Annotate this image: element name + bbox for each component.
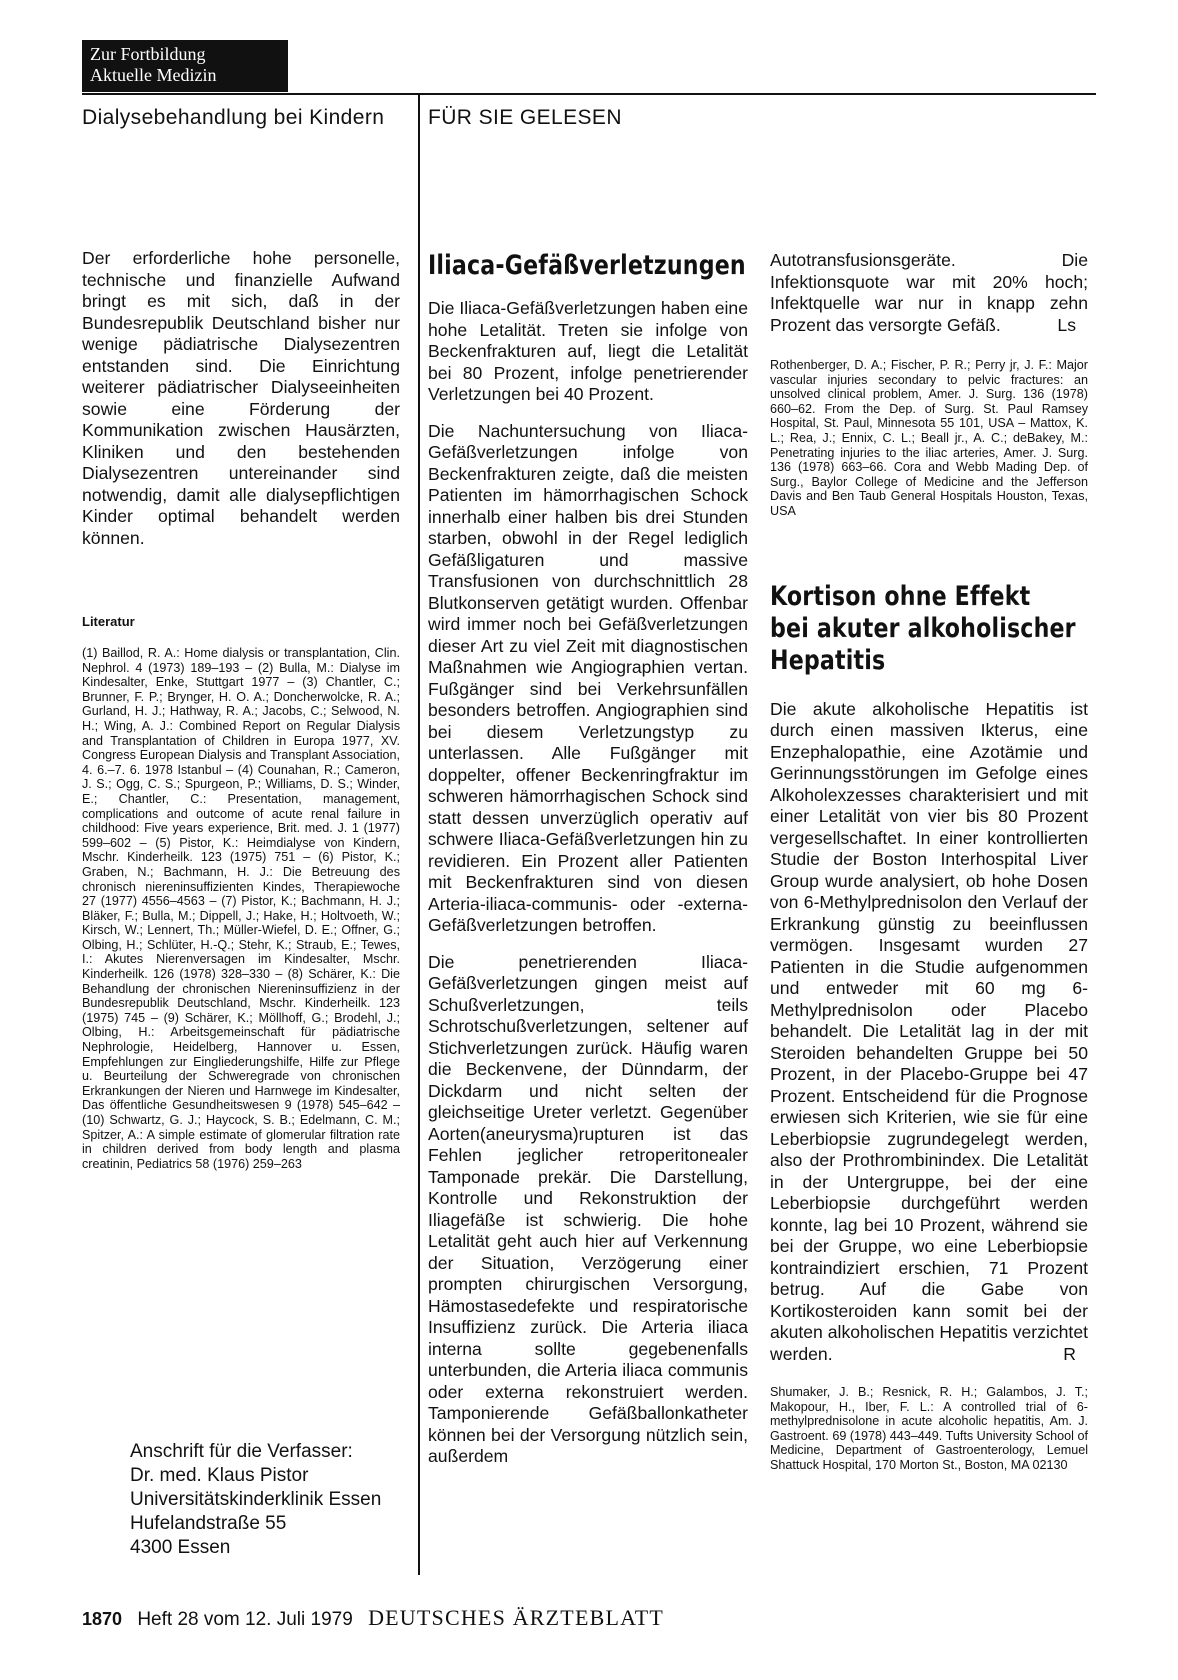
article-iliaca-paragraph-2: Die Nachuntersuchung von Iliaca-Gefäßverletzungen infolge von Beckenfrakturen zeigte, daß die meisten Patienten im hämorrhagischen Schock innerhalb einer halben bis drei Stunden starben, obwohl in der Regel lediglich Gefäßligaturen und massive Transfusionen von durchschnittlich 28 Blutkonserven getätigt wurden. Offenbar wird immer noch bei Gefäßverletzungen dieser Art zu viel Zeit mit diagnostischen Maßnahmen wie Angiographien vertan. Fußgänger sind bei Verkehrsunfällen besonders betroffen. Angiographien sind bei diesem Verletzungstyp zu unterlassen. Alle Fußgänger mit doppelter, offener Beckenringfraktur im schweren hämorrhagischen Schock sind statt dessen unverzüglich operativ auf schwere Iliaca-Gefäßverletzungen hin zu revidieren. Ein Prozent aller Patienten mit Beckenfrakturen sind von diesen Arteria-iliaca-communis- oder -externa-Gefäßverletzungen betroffen.	[428, 420, 748, 935]
article-iliaca-paragraph-1: Die Iliaca-Gefäßverletzungen haben eine hohe Letalität. Treten sie infolge von Beckenfrakturen auf, liegt die Letalität bei 80 Prozent, infolge penetrierender Verletzungen bei 40 Prozent.	[428, 298, 748, 404]
address-heading: Anschrift für die Verfasser:	[130, 1441, 353, 1462]
article-kortison-title-line2: bei akuter alkoholischer	[770, 612, 1076, 644]
left-section-title: Dialysebehandlung bei Kindern	[82, 106, 385, 129]
article-kortison-paragraph	[770, 699, 1088, 1366]
left-column	[82, 248, 400, 549]
section-label-line1: Zur Fortbildung	[90, 44, 206, 64]
section-label-line2: Aktuelle Medizin	[90, 65, 217, 85]
article-kortison-title	[770, 581, 1088, 677]
literatur-heading: Literatur	[82, 614, 135, 629]
literatur-list	[82, 646, 400, 1171]
column-divider	[418, 95, 420, 1575]
article-iliaca-continuation	[770, 250, 1088, 336]
intro-paragraph: Der erforderliche hohe personelle, technische und finanzielle Aufwand bringt es mit sich, daß in der Bundesrepublik Deutschland bisher nur wenige pädiatrische Dialysezentren entstanden sind. Die Einrichtung weiterer pädiatrischer Dialyseeinheiten sowie eine Förderung der Kommunikation zwischen Hausärzten, Kliniken und den bestehenden Dialysezentren untereinander sind notwendig, damit alle dialysepflichtigen Kinder optimal behandelt werden können.	[82, 248, 400, 548]
article-iliaca-continuation-text: Autotransfusionsgeräte. Die Infektionsquote war mit 20% hoch; Infektquelle war nur in knapp zehn Prozent das versorgte Gefäß.	[770, 250, 1088, 335]
section-label	[82, 40, 288, 92]
issue-info: Heft 28 vom 12. Juli 1979	[137, 1609, 353, 1630]
right-section-title: FÜR SIE GELESEN	[428, 106, 622, 129]
article-kortison-text: Die akute alkoholische Hepatitis ist durch einen massiven Ikterus, eine Enzephalopathie, eine Azotämie und Gerinnungsstörungen im Gefolge eines Alkoholexzesses charakterisiert und mit einer Letalität von vier bis 80 Prozent vergesellschaftet. In einer kontrollierten Studie der Boston Interhospital Liver Group wurde analysiert, ob hohe Dosen von 6-Methylprednisolon den Verlauf der Erkrankung günstig zu beeinflussen vermögen. Insgesamt wurden 27 Patienten in die Studie aufgenommen und entweder mit 60 mg 6-Methylprednisolon oder Placebo behandelt. Die Letalität lag in der mit Steroiden behandelten Gruppe bei 50 Prozent, in der Placebo-Gruppe bei 47 Prozent. Entscheidend für die Prognose erwiesen sich Kriterien, wie sie für eine Leberbiopsie zugrundegelegt werden, also der Prothrombinindex. Die Letalität in der Untergruppe, bei der eine Leberbiopsie durchgeführt werden konnte, lag bei 10 Prozent, während sie bei der Gruppe, wo eine Leberbiopsie kontraindiziert erschien, 71 Prozent betrug. Auf die Gabe von Kortikosteroiden kann somit bei der akuten alkoholischen Hepatitis verzichtet werden.	[770, 698, 1088, 1364]
article-kortison-signature: R	[1063, 1343, 1076, 1364]
address-institution: Universitätskinderklinik Essen	[130, 1489, 382, 1510]
address-street: Hufelandstraße 55	[130, 1513, 287, 1534]
article-kortison-title-line3: Hepatitis	[770, 644, 886, 676]
right-column	[770, 250, 1088, 1473]
address-city: 4300 Essen	[130, 1537, 231, 1558]
article-kortison-reference: Shumaker, J. B.; Resnick, R. H.; Galambos, J. T.; Makopour, H., Iber, F. L.: A controlled trial of 6-methylprednisolone in acute alcoholic hepatitis, Am. J. Gastroent. 69 (1978) 443–449. Tufts University School of Medicine, Department of Gastroenterology, Lemuel Shattuck Hospital, 170 Morton St., Boston, MA 02130	[770, 1385, 1088, 1472]
article-kortison-title-line1: Kortison ohne Effekt	[770, 580, 1031, 612]
article-iliaca-reference: Rothenberger, D. A.; Fischer, P. R.; Perry jr, J. F.: Major vascular injuries secondary to pelvic fractures: an unsolved clinical problem, Amer. J. Surg. 136 (1978) 660–62. From the Dep. of Surg. St. Paul Ramsey Hospital, St. Paul, Minnesota 55 101, USA – Mattox, K. L.; Rea, J.; Ennix, C. L.; Beall jr., A. C.; deBakey, M.: Penetrating injuries to the iliac arteries, Amer. J. Surg. 136 (1978) 663–66. Cora and Webb Mading Dep. of Surg., Baylor College of Medicine and the Jefferson Davis and Ben Taub General Hospitals Houston, Texas, USA	[770, 358, 1088, 518]
article-iliaca-title: Iliaca-Gefäßverletzungen	[428, 250, 746, 281]
page-number: 1870	[82, 1609, 123, 1629]
literatur-text: (1) Baillod, R. A.: Home dialysis or transplantation, Clin. Nephrol. 4 (1973) 189–193 – (2) Bulla, M.: Dialyse im Kindesalter, Enke, Stuttgart 1977 – (3) Chantler, C.; Brunner, F. P.; Brynger, H. O. A.; Doncherwolcke, R. A.; Gurland, H. J.; Hathway, R. A.; Jacobs, C.; Selwood, N. H.; Wing, A. J.: Combined Report on Regular Dialysis and Transplantation of Children in Europa 1977, XV. Congress European Dialysis and Transplant Association, 4. 6.–7. 6. 1978 Istanbul – (4) Counahan, R.; Cameron, J. S.; Ogg, C. S.; Spurgeon, P.; Williams, D. S.; Winder, E.; Chantler, C.: Presentation, management, complications and outcome of acute renal failure in childhood: Five years experience, Brit. med. J. 1 (1977) 599–602 – (5) Pistor, K.: Heimdialyse von Kindern, Mschr. Kinderheilk. 123 (1975) 751 – (6) Pistor, K.; Graben, N.; Bachmann, H. J.: Die Betreuung des chronisch niereninsuffizienten Kindes, Therapiewoche 27 (1977) 4556–4563 – (7) Pistor, K.; Bachmann, H. J.; Bläker, F.; Bulla, M.; Dippell, J.; Hake, H.; Holtvoeth, W.; Kirsch, W.; Lennert, Th.; Müller-Wiefel, D. E.; Offner, G.; Olbing, H.; Schlüter, H.-Q.; Stehr, K.; Straub, E.; Tewes, I.: Akutes Nierenversagen im Kindesalter, Mschr. Kinderheilk. 126 (1978) 328–330 – (8) Schärer, K.: Die Behandlung der chronischen Niereninsuffizienz in der Bundesrepublik Deutschland, Mschr. Kinderheilk. 123 (1975) 745 – (9) Schärer, K.; Möllhoff, G.; Brodehl, J.; Olbing, H.: Arbeitsgemeinschaft für pädiatrische Nephrologie, Heidelberg, Hannover u. Essen, Empfehlungen zur Eingliederungshilfe, Hilfe zur Pflege u. Beurteilung der Schweregrade von chronischen Erkrankungen der Nieren und Harnwege im Kindesalter, Das öffentliche Gesundheitswesen 9 (1978) 545–642 – (10) Schwartz, G. J.; Haycock, S. B.; Edelmann, C. M.; Spitzer, A.: A simple estimate of glomerular filtration rate in children derived from body length and plasma creatinin, Pediatrics 58 (1976) 259–263	[82, 646, 400, 1171]
author-address	[130, 1440, 420, 1560]
header-rule	[82, 93, 1096, 95]
address-name: Dr. med. Klaus Pistor	[130, 1465, 309, 1486]
article-iliaca	[428, 250, 748, 1468]
page-footer	[82, 1605, 664, 1631]
journal-name: DEUTSCHES ÄRZTEBLATT	[368, 1605, 665, 1630]
article-iliaca-signature: Ls	[1057, 314, 1076, 335]
article-iliaca-paragraph-3: Die penetrierenden Iliaca-Gefäßverletzungen gingen meist auf Schußverletzungen, teils Schrotschußverletzungen, seltener auf Stichverletzungen zurück. Häufig waren die Beckenvene, der Dünndarm, der Dickdarm und nicht selten der gleichseitige Ureter verletzt. Gegenüber Aorten(aneurysma)rupturen ist das Fehlen jeglicher retroperitonealer Tamponade prekär. Die Darstellung, Kontrolle und Rekonstruktion der Iliagefäße ist schwierig. Die hohe Letalität geht auch hier auf Verkennung der Situation, Verzögerung einer prompten chirurgischen Versorgung, Hämostasedefekte und respiratorische Insuffizienz zurück. Die Arteria iliaca interna sollte gegebenenfalls unterbunden, die Arteria iliaca communis oder externa rekonstruiert werden. Tamponierende Gefäßballonkatheter können bei der Versorgung nützlich sein, außerdem	[428, 951, 748, 1466]
